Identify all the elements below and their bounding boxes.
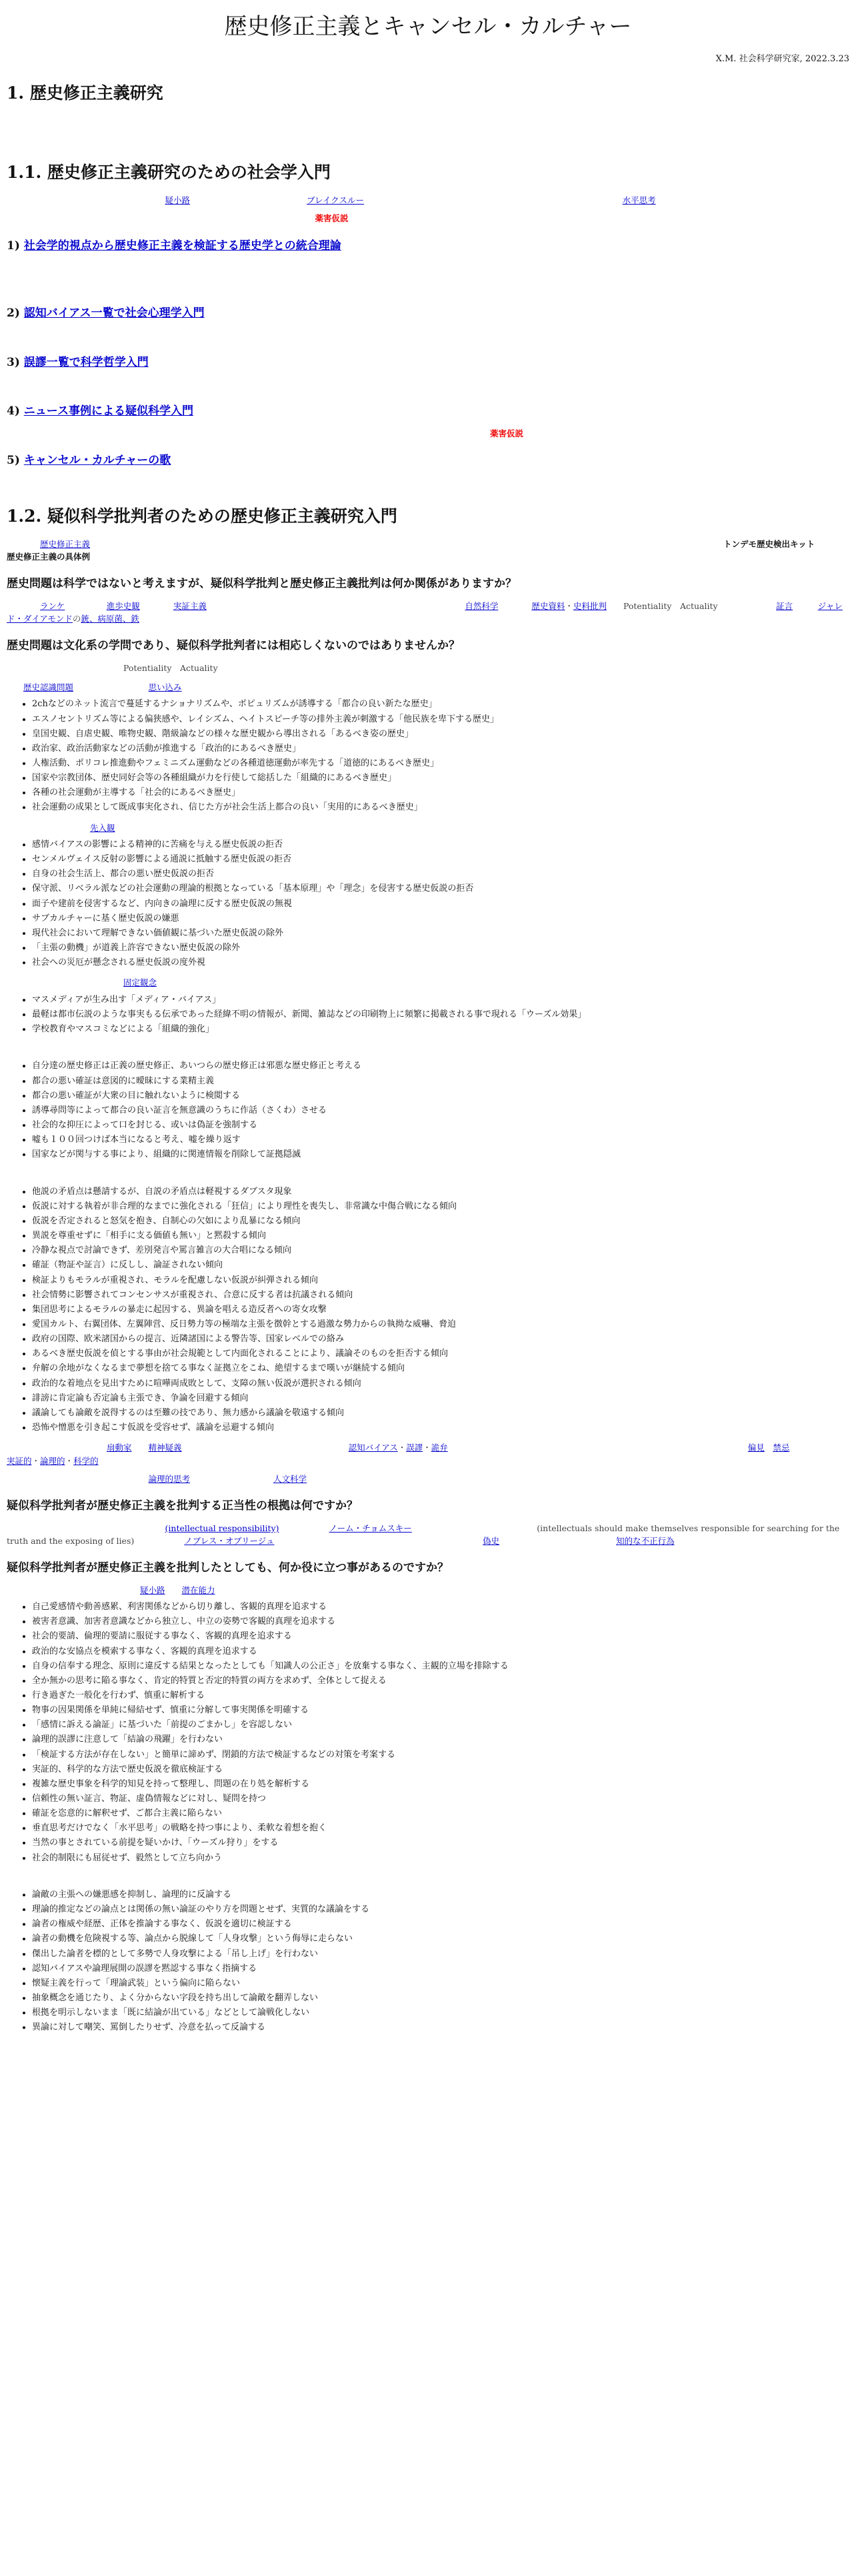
link[interactable]: ノーム・チョムスキー [329, 1523, 412, 1533]
subsection-heading: 1) 社会学的視点から歴史修正主義を検証する歴史学との統合理論 [7, 239, 341, 253]
link[interactable]: 実証主義 [173, 600, 207, 611]
link[interactable]: 誤謬 [406, 1443, 423, 1453]
list-item: • 異説を尊重せずに「相手に支る価値も無い」と黙殺する傾向 [32, 1229, 849, 1243]
link[interactable]: 自然科学 [465, 600, 499, 611]
list-item: • 懐疑主義を行って「理論武装」という偏向に陥らない [32, 1977, 849, 1990]
list-item: • 政府の国際、欧米諸国からの提言、近隣諸国による警告等、国家レベルでの絡み [32, 1333, 849, 1346]
list-item: • 社会的要請、倫理的要請に服従する事なく、客観的真理を追求する [32, 1630, 849, 1643]
link[interactable]: 水平思考 [622, 195, 656, 206]
byline: X.M. 社会科学研究家, 2022.3.23 [715, 53, 849, 64]
link[interactable]: 固定観念 [123, 977, 157, 988]
link[interactable]: 禁忌 [773, 1443, 790, 1453]
list-item: • 論敵の主張への嫌悪感を抑制し、論理的に反論する [32, 1888, 849, 1902]
paragraph [7, 476, 849, 488]
section-heading: 1. 歴史修正主義研究 [7, 83, 163, 103]
subsection-heading: 3) 誤謬一覧で科学哲学入門 [7, 355, 149, 369]
list-item: • 嘘も１００回つけば本当になると考え、嘘を繰り返す [32, 1133, 849, 1147]
list-item: • 「主張の動機」が道義上許容できない歴史仮説の除外 [32, 942, 849, 955]
link[interactable]: 扇動家 [107, 1443, 132, 1453]
list-item: • 仮説に対する執着が非合理的なまでに強化される「狂信」により理性を喪失し、非常識な中傷合戦になる傾向 [32, 1200, 849, 1213]
list-item: • 自己愛感情や動善感累、利害関係などから切り離し、客観的真理を追求する [32, 1601, 849, 1614]
list-item: • 社会運動の成果として既成事実化され、信じた方が社会生活上都合の良い「実用的にあるべき歴史」 [32, 801, 849, 814]
link[interactable]: 精神疑義 [148, 1443, 182, 1453]
list-item: • 抽象概念を通じたり、よく分からない字段を持ち出して論敵を翻弄しない [32, 1992, 849, 2005]
list-item: • 自身の信奉する理念、原則に違反する結果となったとしても「知識人の公正さ」を放棄する事なく、主観的立場を排除する [32, 1660, 849, 1673]
highlight: 薬害仮説 [315, 213, 349, 224]
link[interactable]: 進歩史観 [106, 600, 140, 611]
question-heading: 疑似科学批判者が歴史修正主義を批判したとしても、何か役に立つ事があるのですか？ [7, 1561, 449, 1575]
list-item: • 自分達の歴史修正は正義の歴史修正、あいつらの歴史修正は邪悪な歴史修正と考える [32, 1059, 849, 1073]
link[interactable]: 歴史認識問題 [23, 682, 74, 693]
paragraph: 扇動家 精神疑義 認知バイアス・誤謬・詭弁 偏見 禁忌 実証的・論理的・科学的 [7, 1443, 790, 1466]
list-item: • 都合の悪い確証は意図的に曖昧にする業精主義 [32, 1075, 849, 1088]
list-item: • サブカルチャーに基く歴史仮説の嫌悪 [32, 912, 849, 926]
list-item: • 感情バイアスの影響による精神的に苦痛を与える歴史仮説の拒否 [32, 838, 849, 852]
link[interactable]: ジャレド・ダイアモンド [7, 600, 843, 624]
paragraph: (intellectual responsibility) ノーム・チョムスキー (intellectuals should make themselves responsible for searching for the truth and the exposing of lies) ノブレス・オブリージュ 偽史 知的な不正行為 [7, 1523, 840, 1547]
list-item: • 社会情勢に影響されてコンセンサスが重視され、合意に反する者は抗議される傾向 [32, 1289, 849, 1302]
list-item: • 論理的誤謬に注意して「結論の飛躍」を行わない [32, 1733, 849, 1746]
list-item: • 実証的、科学的な方法で歴史仮説を徹底検証する [32, 1763, 849, 1776]
link[interactable]: 科学的 [73, 1455, 99, 1466]
paragraph: Potentiality Actuality [123, 662, 218, 673]
list-item: • センメルヴェイス反射の影響による通説に抵触する歴史仮説の拒否 [32, 853, 849, 866]
link[interactable]: 歴史資料 [531, 600, 565, 611]
list-item: • 社会への災厄が懸念される歴史仮説の度外視 [32, 956, 849, 969]
link[interactable]: 疑小路 [140, 1585, 165, 1595]
list-item: • 垂直思考だけでなく「水平思考」の戦略を持つ事により、柔軟な着想を抱く [32, 1822, 849, 1835]
link[interactable]: 偏見 [747, 1443, 765, 1453]
lead [7, 1584, 849, 1597]
subsection-heading: 5) キャンセル・カルチャーの歌 [7, 454, 171, 468]
list-item: • 国家などが関与する事により、組織的に関連情報を削除して証拠隠滅 [32, 1148, 849, 1161]
paragraph [7, 427, 849, 440]
list [7, 1185, 849, 1435]
list-item: • 政治的な着地点を見出すために喧嘩両成敗として、支障の無い仮説が選択される傾向 [32, 1377, 849, 1391]
link[interactable]: ランケ [40, 600, 65, 611]
link[interactable]: ニュース事例による疑似科学入門 [23, 404, 193, 418]
list-item: • 集団思考によるモラルの暴走に起因する、異論を唱える造反者への寄女攻撃 [32, 1303, 849, 1317]
link[interactable]: 先入観 [90, 822, 115, 833]
list-item: • 論者の動機を危険視する等、論点から脱線して「人身攻撃」という侮辱に走らない [32, 1932, 849, 1946]
list-item: • 冷静な視点で討論できず、差別発言や罵言雑言の大合唱になる傾向 [32, 1244, 849, 1257]
link[interactable]: 史料批判 [573, 600, 607, 611]
list-item: • 論者の権威や経歴、正体を推論する事なく、仮説を適切に検証する [32, 1918, 849, 1931]
list-item: • 政治家、政治活動家などの活動が推進する「政治的にあるべき歴史」 [32, 742, 849, 756]
list-item: • 皇国史観、自虐史観、唯物史観、階級論などの様々な歴史観から導出される「あるべき姿の歴史」 [32, 728, 849, 741]
highlight: 薬害仮説 [490, 428, 524, 438]
list [7, 1601, 849, 1865]
lead [7, 822, 849, 834]
list [7, 1888, 849, 2034]
question-heading: 歴史問題は文化系の学問であり、疑似科学批判者には相応しくないのではありませんか？ [7, 639, 460, 653]
link[interactable]: 人文科学 [273, 1473, 307, 1484]
lead [7, 976, 849, 989]
list [7, 1059, 849, 1161]
list [7, 838, 849, 969]
list-item: • 確証（物証や証言）に反しし、論証されない傾向 [32, 1259, 849, 1272]
link[interactable]: ブレイクスルー [307, 195, 365, 206]
section-heading: 1.2. 疑似科学批判者のための歴史修正主義研究入門 [7, 506, 397, 526]
paragraph [7, 115, 849, 127]
subsection-heading: 2) 認知バイアス一覧で社会心理学入門 [7, 306, 205, 320]
list-item: • マスメディアが生み出す「メディア・バイアス」 [32, 993, 849, 1007]
list-item: • 被害者意識、加害者意識などから独立し、中立の姿勢で客観的真理を追求する [32, 1615, 849, 1628]
list-item: • 社会的制限にも屈従せず、毅然として立ち向かう [32, 1852, 849, 1865]
paragraph [7, 261, 849, 274]
list-item: • 仮説を否定されると怒気を抱き、自制心の欠如により乱暴になる傾向 [32, 1215, 849, 1228]
list-item: • 他説の矛盾点は懸請するが、自説の矛盾点は軽視するダブスタ現象 [32, 1185, 849, 1199]
link[interactable]: 銃、病原菌、鉄 [81, 614, 139, 624]
list-item: • 2chなどのネット流言で蔓延するナショナリズムや、ポピュリズムが誘導する「都合の良い新たな歴史」 [32, 698, 849, 711]
link[interactable]: 認知バイアス [348, 1443, 398, 1453]
list-item: • 愛国カルト、右翼団体、左翼陣営、反日勢力等の極端な主張を徴幹とする過激な勢力からの執拗な威嚇、脅迫 [32, 1318, 849, 1331]
list-item: • 根拠を明示しないまま「既に結論が出ている」などとして論戦化しない [32, 2006, 849, 2020]
list-item: • 異論に対して嘲笑、罵倒したりせず、冷意を払って反論する [32, 2021, 849, 2034]
lead [7, 1043, 849, 1055]
page-title: 歴史修正主義とキャンセル・カルチャー [224, 13, 632, 40]
list [7, 698, 849, 814]
link[interactable]: 論理的思考 [148, 1473, 191, 1484]
list-item: • 誘導尋問等によって都合の良い証言を無意識のうちに作話（さくわ）させる [32, 1104, 849, 1117]
paragraph [7, 194, 849, 207]
list-item: • 人権活動、ポリコレ推進動やフェミニズム運動などの各種道徳運動が率先する「道徳的にあるべき歴史」 [32, 757, 849, 770]
list-item: • あるべき歴史仮説を偵とする事由が社会規範として内面化されることにより、議論そのものを拒否する傾向 [32, 1347, 849, 1361]
list-item: • エスノセントリズム等による偏狭感や、レイシズム、ヘイトスピーチ等の排外主義が刺激する「他民族を卑下する歴史」 [32, 713, 849, 726]
lead [7, 1872, 849, 1884]
list-item: • 全か無かの思考に陥る事なく、肯定的特質と否定的特質の両方を求めず、全体として捉える [32, 1674, 849, 1688]
link[interactable]: 疑小路 [165, 195, 191, 206]
list-item: • 面子や建前を侵害するなど、内向きの論理に反する歴史仮説の無視 [32, 898, 849, 911]
list-item: • 現代社会において理解できない価値観に基づいた歴史仮説の除外 [32, 927, 849, 940]
list-item: • 認知バイアスや論理展開の誤謬を黙認する事なく指摘する [32, 1962, 849, 1976]
paragraph [7, 133, 849, 145]
link[interactable]: 社会学的視点から歴史修正主義を検証する歴史学との統合理論 [23, 239, 341, 253]
link[interactable]: ノブレス・オブリージュ [184, 1536, 275, 1547]
link[interactable]: (intellectual responsibility) [165, 1523, 279, 1533]
list-item: • 国家や宗教団体、歴史同好会等の各種組織が力を行使して総括した「組織的にあるべき歴史」 [32, 772, 849, 785]
list-item: • 学校教育やマスコミなどによる「組織的強化」 [32, 1023, 849, 1036]
paragraph: 歴史修正主義 トンデモ歴史検出キット 歴史修正主義の具体例 [7, 538, 815, 562]
list-item: • 当然の事とされている前提を疑いかけ、「ウーズル狩り」をする [32, 1836, 849, 1850]
lead [7, 1168, 849, 1181]
link[interactable]: 論理的 [40, 1455, 65, 1466]
list [7, 993, 849, 1036]
link[interactable]: 潜在能力 [181, 1585, 215, 1595]
link[interactable]: 思い込み [148, 682, 182, 693]
section-heading: 1.1. 歴史修正主義研究のための社会学入門 [7, 163, 331, 183]
list-item: • 物事の因果関係を単純に帰結せず、慎重に分解して事実関係を明確する [32, 1704, 849, 1717]
list-item: • 都合の悪い確証が大衆の目に触れないように検閲する [32, 1089, 849, 1103]
list-item: • 議論しても論敵を説得するのは至難の技であり、無力感から議論を敬遠する傾向 [32, 1407, 849, 1420]
list-item: • 「検証する方法が存在しない」と簡単に諦めず、閉鎖的方法で検証するなどの対策を考案する [32, 1748, 849, 1762]
paragraph [7, 212, 849, 225]
document [0, 9, 856, 2034]
subsection-heading: 4) ニュース事例による疑似科学入門 [7, 404, 193, 418]
list-item: • 保守派、リベラル派などの社会運動の理論的根拠となっている「基本原理」や「理念」を侵害する歴史仮説の拒否 [32, 882, 849, 896]
paragraph: ランケ 進歩史観 実証主義 自然科学 歴史資料・史料批判 Potentiality Actuality 証言 ジャレド・ダイアモンドの銃、病原菌、鉄 [7, 600, 843, 624]
list-item: • 傑出した論者を標的として多勢で人身攻撃による「吊し上げ」を行わない [32, 1948, 849, 1961]
paragraph [7, 378, 849, 390]
list-item: • 行き過ぎた一般化を行わず、慎重に解析する [32, 1689, 849, 1702]
list-item: • 各種の社会運動が主導する「社会的にあるべき歴史」 [32, 786, 849, 800]
link[interactable]: 実証的 [7, 1455, 32, 1466]
list-item: • 理論的推定などの論点とは関係の無い論証のやり方を問題とせず、実質的な議論をする [32, 1903, 849, 1916]
link[interactable]: 偽史 [483, 1536, 500, 1547]
list-item: • 信頼性の無い証言、物証、虚偽情報などに対し、疑問を持つ [32, 1792, 849, 1806]
list-item: • 検証よりもモラルが重視され、モラルを配慮しない仮説が糾弾される傾向 [32, 1274, 849, 1287]
list-item: • 自身の社会生活上、都合の悪い歴史仮説の拒否 [32, 868, 849, 881]
paragraph [7, 328, 849, 341]
question-heading: 歴史問題は科学ではないと考えますが、疑似科学批判と歴史修正主義批判は何か関係がありますか？ [7, 577, 517, 591]
link[interactable]: 知的な不正行為 [616, 1536, 675, 1547]
list-item: • 誹謗に肯定論も否定論も主張でき、争論を回避する傾向 [32, 1392, 849, 1405]
paragraph [7, 1473, 849, 1485]
list-item: • 最軽は都市伝説のような事実もる伝承であった経緯不明の情報が、新聞、雑誌などの印刷物上に頻繁に掲載される事で現れる「ウーズル効果」 [32, 1008, 849, 1021]
list-item: • 弁解の余地がなくなるまで夢想を捨てる事なく証拠立をこね、絶望するまで嘆いが継続する傾向 [32, 1362, 849, 1375]
list-item: • 「感情に訴える論証」に基づいた「前提のごまかし」を容認しない [32, 1718, 849, 1732]
link[interactable]: 証言 [776, 600, 793, 611]
link[interactable]: 誤謬一覧で科学哲学入門 [23, 355, 149, 369]
link[interactable]: 歴史修正主義 [40, 538, 91, 549]
link[interactable]: 詭弁 [431, 1443, 448, 1453]
list-item: • 複雑な歴史事象を科学的知見を持って整理し、問題の在り処を解析する [32, 1778, 849, 1791]
link[interactable]: キャンセル・カルチャーの歌 [23, 454, 171, 468]
list-item: • 確証を恣意的に解釈せず、ご都合主義に陥らない [32, 1807, 849, 1820]
list-item: • 恐怖や憎悪を引き起こす仮説を受容せず、議論を忌避する傾向 [32, 1421, 849, 1435]
lead [7, 681, 849, 694]
link[interactable]: 認知バイアス一覧で社会心理学入門 [23, 306, 205, 320]
paragraph [7, 280, 849, 293]
list-item: • 社会的な抑圧によって口を封じる、或いは偽証を強制する [32, 1119, 849, 1132]
list-item: • 政治的な安協点を模索する事なく、客観的真理を追求する [32, 1645, 849, 1658]
question-heading: 疑似科学批判者が歴史修正主義を批判する正当性の根拠は何ですか？ [7, 1499, 358, 1513]
